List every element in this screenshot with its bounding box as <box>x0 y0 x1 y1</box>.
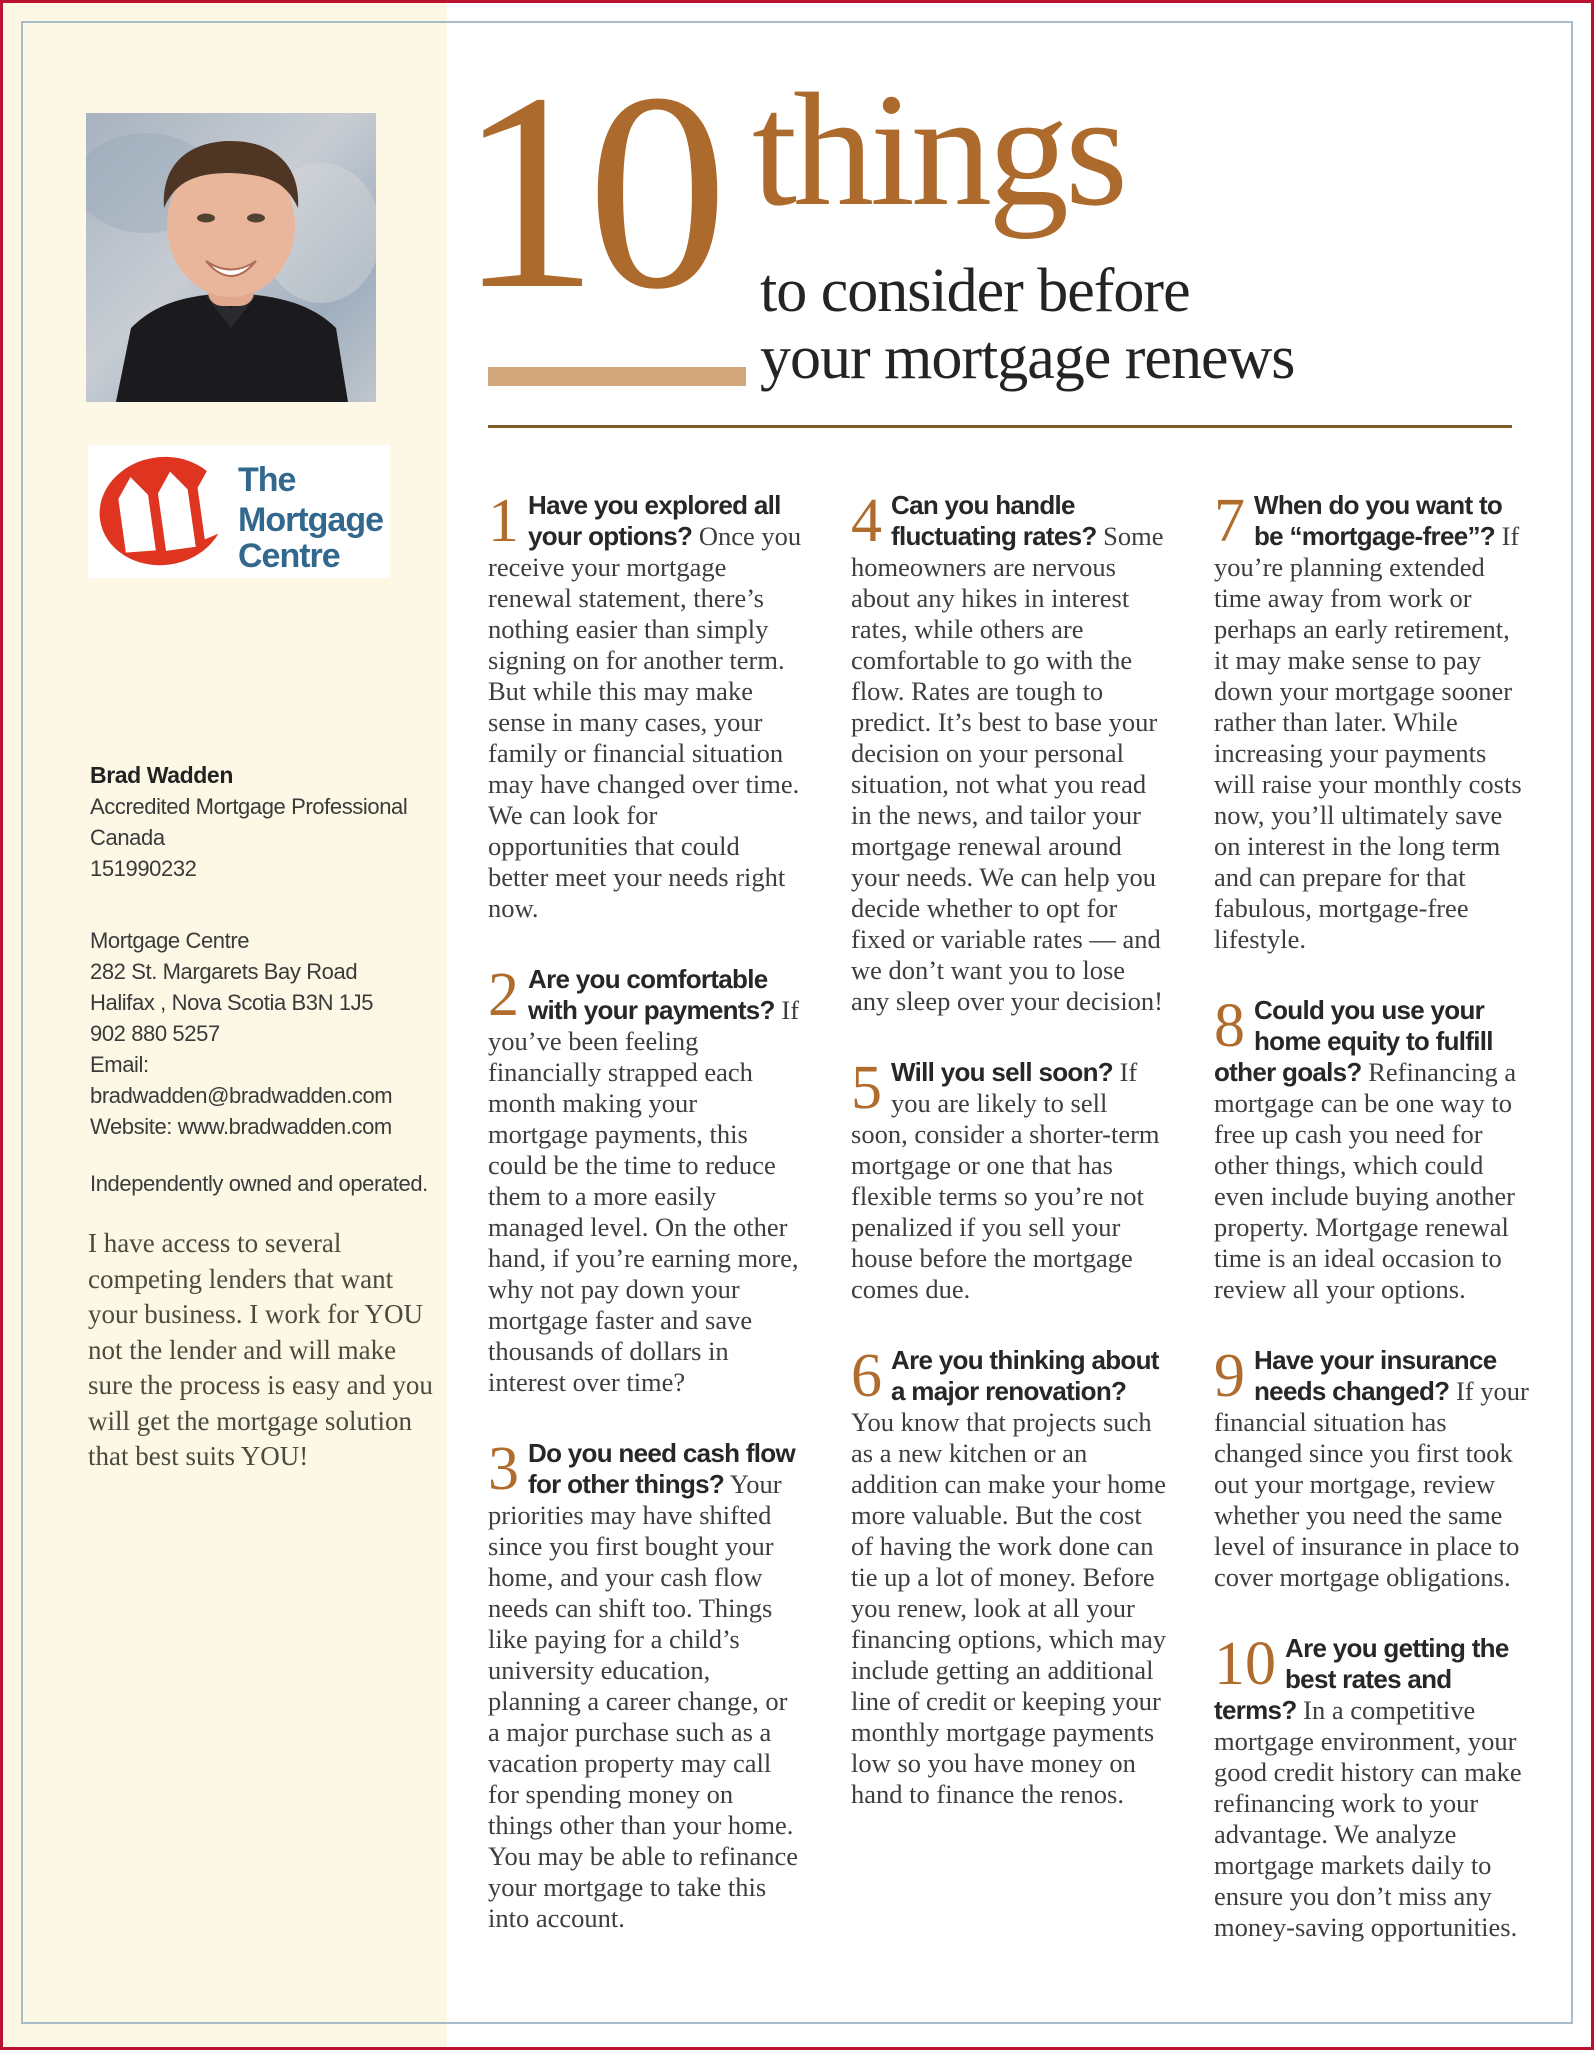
agent-license-number: 151990232 <box>90 856 197 881</box>
tip-heading: Can you handle fluctuating rates? <box>891 490 1097 551</box>
email-address: bradwadden@bradwadden.com <box>90 1083 393 1108</box>
tip-number: 9 <box>1214 1342 1245 1410</box>
tip-body: If you’ve been feeling financially strapped each month making your mortgage payments, this could be the time to reduce them to a more easily managed level. On the other hand, if you’re earning more, why not pay down your mortgage faster and save thousands of dollars in interest over time? <box>488 995 800 1397</box>
tan-underline-bar <box>488 367 746 386</box>
column-3 <box>1214 487 1529 1983</box>
tip-9 <box>1214 1342 1529 1593</box>
tip-number: 10 <box>1214 1630 1276 1698</box>
tip-heading: Will you sell soon? <box>891 1057 1113 1087</box>
headline-big-number: 10 <box>458 35 716 347</box>
tip-heading: Do you need cash flow for other things? <box>528 1438 796 1499</box>
ownership-note: Independently owned and operated. <box>90 1171 428 1196</box>
mortgage-centre-logo-icon <box>88 445 390 578</box>
tagline-line1: to consider before <box>760 257 1190 325</box>
tip-number: 2 <box>488 961 519 1029</box>
tip-number: 7 <box>1214 487 1245 555</box>
tip-heading: When do you want to be “mortgage-free”? <box>1254 490 1503 551</box>
agent-title: Accredited Mortgage Professional <box>90 794 408 819</box>
tip-body: In a competitive mortgage environment, your good credit history can make refinancing work to your advantage. We analyze mortgage markets daily to ensure you don’t miss any money-saving opportunities. <box>1214 1695 1522 1942</box>
tip-2 <box>488 961 803 1398</box>
tip-heading: Have you explored all your options? <box>528 490 781 551</box>
tip-number: 5 <box>851 1054 882 1122</box>
tip-number: 1 <box>488 487 519 555</box>
tip-6 <box>851 1342 1166 1810</box>
logo-text-centre: Centre <box>238 537 340 575</box>
tip-heading: Are you comfortable with your payments? <box>528 964 775 1025</box>
tip-heading: Are you getting the best rates and terms? <box>1214 1633 1509 1725</box>
tip-5 <box>851 1054 1166 1305</box>
tips-columns <box>488 487 1530 1983</box>
office-phone: 902 880 5257 <box>90 1021 220 1046</box>
tip-body: If you’re planning extended time away from work or perhaps an early retirement, it may make sense to pay down your mortgage sooner rather than later. While increasing your payments will raise your monthly costs now, you’ll ultimately save on interest in the long term and can prepare for that fabulous, mortgage-free lifestyle. <box>1214 521 1522 954</box>
tip-8 <box>1214 992 1529 1305</box>
tip-heading: Have your insurance needs changed? <box>1254 1345 1497 1406</box>
agent-photo-image <box>86 113 376 402</box>
agent-pitch-paragraph: I have access to several competing lenders that want your business. I work for YOU not the lender and will make sure the process is easy and you will get the mortgage solution that best suits YOU! <box>88 1228 433 1471</box>
agent-block <box>90 760 407 884</box>
logo-text-mortgage: Mortgage <box>238 501 383 539</box>
agent-country: Canada <box>90 825 165 850</box>
tip-number: 6 <box>851 1342 882 1410</box>
logo-text-the: The <box>238 461 296 499</box>
tip-body: Refinancing a mortgage can be one way to free up cash you need for other things, which could even include buying another property. Mortgage renewal time is an ideal occasion to review all your options. <box>1214 1057 1517 1304</box>
mortgage-centre-logo <box>88 445 390 578</box>
tip-number: 3 <box>488 1435 519 1503</box>
office-contact-block <box>90 925 392 1142</box>
headline-word-things: things <box>752 61 1125 240</box>
tip-body: If your financial situation has changed since you first took out your mortgage, review whether you need the same level of insurance in place to cover mortgage obligations. <box>1214 1376 1529 1592</box>
tip-body: Your priorities may have shifted since you first bought your home, and your cash flow needs can shift too. Things like paying for a child’s university education, planning a career change, or a major purchase such as a vacation property may call for spending money on things other than your home. You may be able to refinance your mortgage to take this into account. <box>488 1469 799 1933</box>
agent-name: Brad Wadden <box>90 762 233 788</box>
tip-body: If you are likely to sell soon, consider a shorter-term mortgage or one that has flexible terms so you’re not penalized if you sell your house before the mortgage comes due. <box>851 1057 1160 1304</box>
tip-body: Some homeowners are nervous about any hikes in interest rates, while others are comfortable to go with the flow. Rates are tough to predict. It’s best to base your decision on your personal situation, not what you read in the news, and tailor your mortgage renewal around your needs. We can help you decide whether to opt for fixed or variable rates — and we don’t want you to lose any sleep over your decision! <box>851 521 1164 1016</box>
tip-number: 8 <box>1214 992 1245 1060</box>
column-1 <box>488 487 803 1983</box>
office-address-line2: Halifax , Nova Scotia B3N 1J5 <box>90 990 374 1015</box>
tip-body: You know that projects such as a new kitchen or an addition can make your home more valuable. But the cost of having the work done can tie up a lot of money. Before you renew, look at all your financing options, which may include getting an additional line of credit or keeping your monthly mortgage payments low so you have money on hand to finance the renos. <box>851 1407 1166 1809</box>
tip-heading: Could you use your home equity to fulfill other goals? <box>1214 995 1493 1087</box>
office-address-line1: 282 St. Margarets Bay Road <box>90 959 358 984</box>
email-label: Email: <box>90 1052 149 1077</box>
tip-4 <box>851 487 1166 1017</box>
office-company: Mortgage Centre <box>90 928 250 953</box>
column-2 <box>851 487 1166 1983</box>
tip-body: Once you receive your mortgage renewal statement, there’s nothing easier than simply signing on for another term. But while this may make sense in many cases, your family or financial situation may have changed over time. We can look for opportunities that could better meet your needs right now. <box>488 521 802 923</box>
agent-photo <box>86 113 376 402</box>
tip-7 <box>1214 487 1529 955</box>
tip-heading: Are you thinking about a major renovation? <box>891 1345 1159 1406</box>
header-rule <box>488 425 1512 428</box>
headline-tagline <box>760 258 1294 392</box>
tip-1 <box>488 487 803 924</box>
tagline-line2: your mortgage renews <box>760 324 1295 392</box>
tip-number: 4 <box>851 487 882 555</box>
tip-3 <box>488 1435 803 1934</box>
tip-10 <box>1214 1630 1529 1943</box>
website-address: Website: www.bradwadden.com <box>90 1114 392 1139</box>
